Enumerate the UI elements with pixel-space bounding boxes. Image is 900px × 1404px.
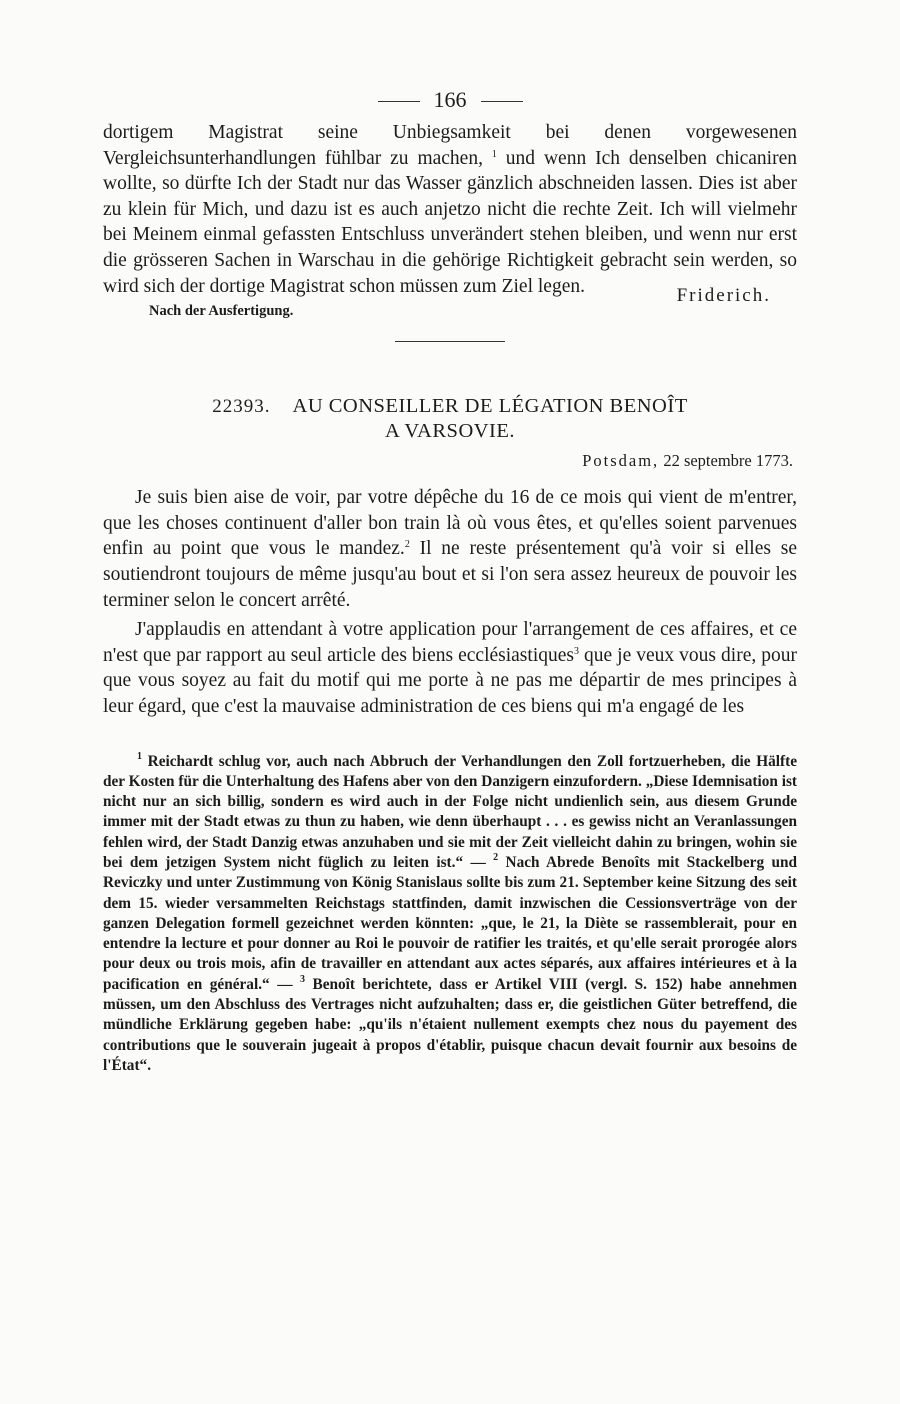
paragraph-2-part2: que je veux vous dire, pour que vous soyez au fait du motif qui me porte à ne pas me départir de mes principes à leur égard, que c'est la mauvaise administration de ces biens qui m'a engagé de les <box>103 644 797 717</box>
paragraph-1-part2: Il ne reste présentement qu'à voir si elles se soutiendront toujours de même jusqu'au bout et si l'on sera assez heureux de pouvoir les terminer selon le concert arrêté. <box>103 538 797 611</box>
dateline <box>103 451 793 471</box>
footnote-marker-1: 1 <box>491 148 497 160</box>
footnote-3-mark: 3 <box>300 973 305 985</box>
page-header <box>103 84 797 116</box>
section-divider <box>395 341 505 342</box>
page-number: 166 <box>433 87 467 112</box>
header-dash-right <box>481 101 523 102</box>
letter-title-line2: A VARSOVIE. <box>384 420 516 443</box>
footnote-1-mark: 1 <box>137 750 142 762</box>
footnote-marker-2: 2 <box>404 539 410 551</box>
paragraph-2-part1: J'applaudis en attendant à votre application pour l'arrangement de ces affaires, et ce n'est que par rapport au seul article des biens ecclésiastiques <box>103 619 797 666</box>
letter-paragraph-2 <box>103 617 797 719</box>
preceding-text-part1: dortigem Magistrat seine Unbiegsamkeit bei denen vorgewesenen Vergleichsunterhandlungen fühlbar zu machen, <box>103 122 797 169</box>
footnote-marker-3: 3 <box>573 645 579 657</box>
dateline-date: 22 septembre 1773. <box>663 451 793 471</box>
letter-paragraph-1 <box>103 485 797 613</box>
source-note: Nach der Ausfertigung. <box>149 303 294 320</box>
footnote-2-text: Nach Abrede Benoîts mit Stackelberg und Reviczky und unter Zustimmung von König Stanislaus sollte bis zum 21. September keine Sitzung des seit dem 15. wieder versammelten Reichstags stattfinden, damit inzwischen die Cessionsverträge von der ganzen Delegation formell gezeichnet werden könnten: „que, le 21, la Diète se rassemblerait, pour en entendre la lecture et pour donner au Roi le pouvoir de ratifier les traités, et qu'elle serait prorogée alors pour deux ou trois mois, afin de travailler en attendant aux actes séparés, aux affaires intérieures et à la pacification en général.“ <box>103 853 798 993</box>
letter-heading <box>103 394 797 443</box>
signature: Friderich. <box>676 285 771 307</box>
footnote-separator-2: — <box>269 975 300 993</box>
book-page <box>103 84 797 1076</box>
footnote-2-mark: 2 <box>493 851 499 863</box>
preceding-letter-text <box>103 120 797 299</box>
letter-title-line1: AU CONSEILLER DE LÉGATION BENOÎT <box>292 395 688 418</box>
footnote-3-text: Benoît berichtete, dass er Artikel VIII (vergl. S. 152) habe annehmen müssen, um den Abschluss des Vertrages nicht aufzuhalten; dass er, die geistlichen Güter betreffend, die mündliche Erklärung gegeben habe: „qu'ils n'étaient nullement exempts chez nous du payement des contributions que le souverain jugeait à propos d'établir, puisque chacun devait fournir aux besoins de l'État“. <box>103 975 797 1074</box>
footnotes <box>103 752 797 1077</box>
signature-block <box>103 285 797 335</box>
preceding-text-part2: und wenn Ich denselben chicaniren wollte, so dürfte Ich der Stadt nur das Wasser gänzlich abschneiden lassen. Dies ist aber zu klein für Mich, und dazu ist es auch anjetzo nicht die rechte Zeit. Ich will vielmehr bei Meinem einmal gefassten Entschluss unverändert stehen bleiben, und wenn nur erst die grösseren Sachen in Warschau in die gehörige Richtigkeit gebracht sein werden, so wird sich der dortige Magistrat schon müssen zum Ziel legen. <box>103 147 797 297</box>
footnote-separator-1: — <box>463 853 494 871</box>
footnote-block <box>103 752 797 1077</box>
paragraph-1-part1: Je suis bien aise de voir, par votre dépêche du 16 de ce mois qui vient de m'entrer, que les choses continuent d'aller bon train là où vous êtes, et qu'elles soient parvenues enfin au point que vous le mandez. <box>103 487 797 560</box>
header-dash-left <box>378 101 420 102</box>
letter-number: 22393. <box>212 396 271 418</box>
footnote-1-text: Reichardt schlug vor, auch nach Abbruch der Verhandlungen den Zoll fortzuerheben, die Hälfte der Kosten für die Unterhaltung des Hafens aber von den Danzigern einzufordern. „Diese Idemnisation ist nicht nur an sich billig, sondern es wird auch in der Folge nicht undienlich sein, aus diesem Grunde immer mit der Stadt etwas zu thun zu haben, wie denn überhaupt . . . es gewiss nicht an Veranlassungen fehlen wird, der Stadt Danzig etwas anzuhaben und sie mit der Zeit vielleicht dahin zu bringen, wohin sie bei dem jetzigen System nicht füglich zu leiten ist.“ <box>103 752 797 871</box>
dateline-place: Potsdam, <box>582 451 660 471</box>
